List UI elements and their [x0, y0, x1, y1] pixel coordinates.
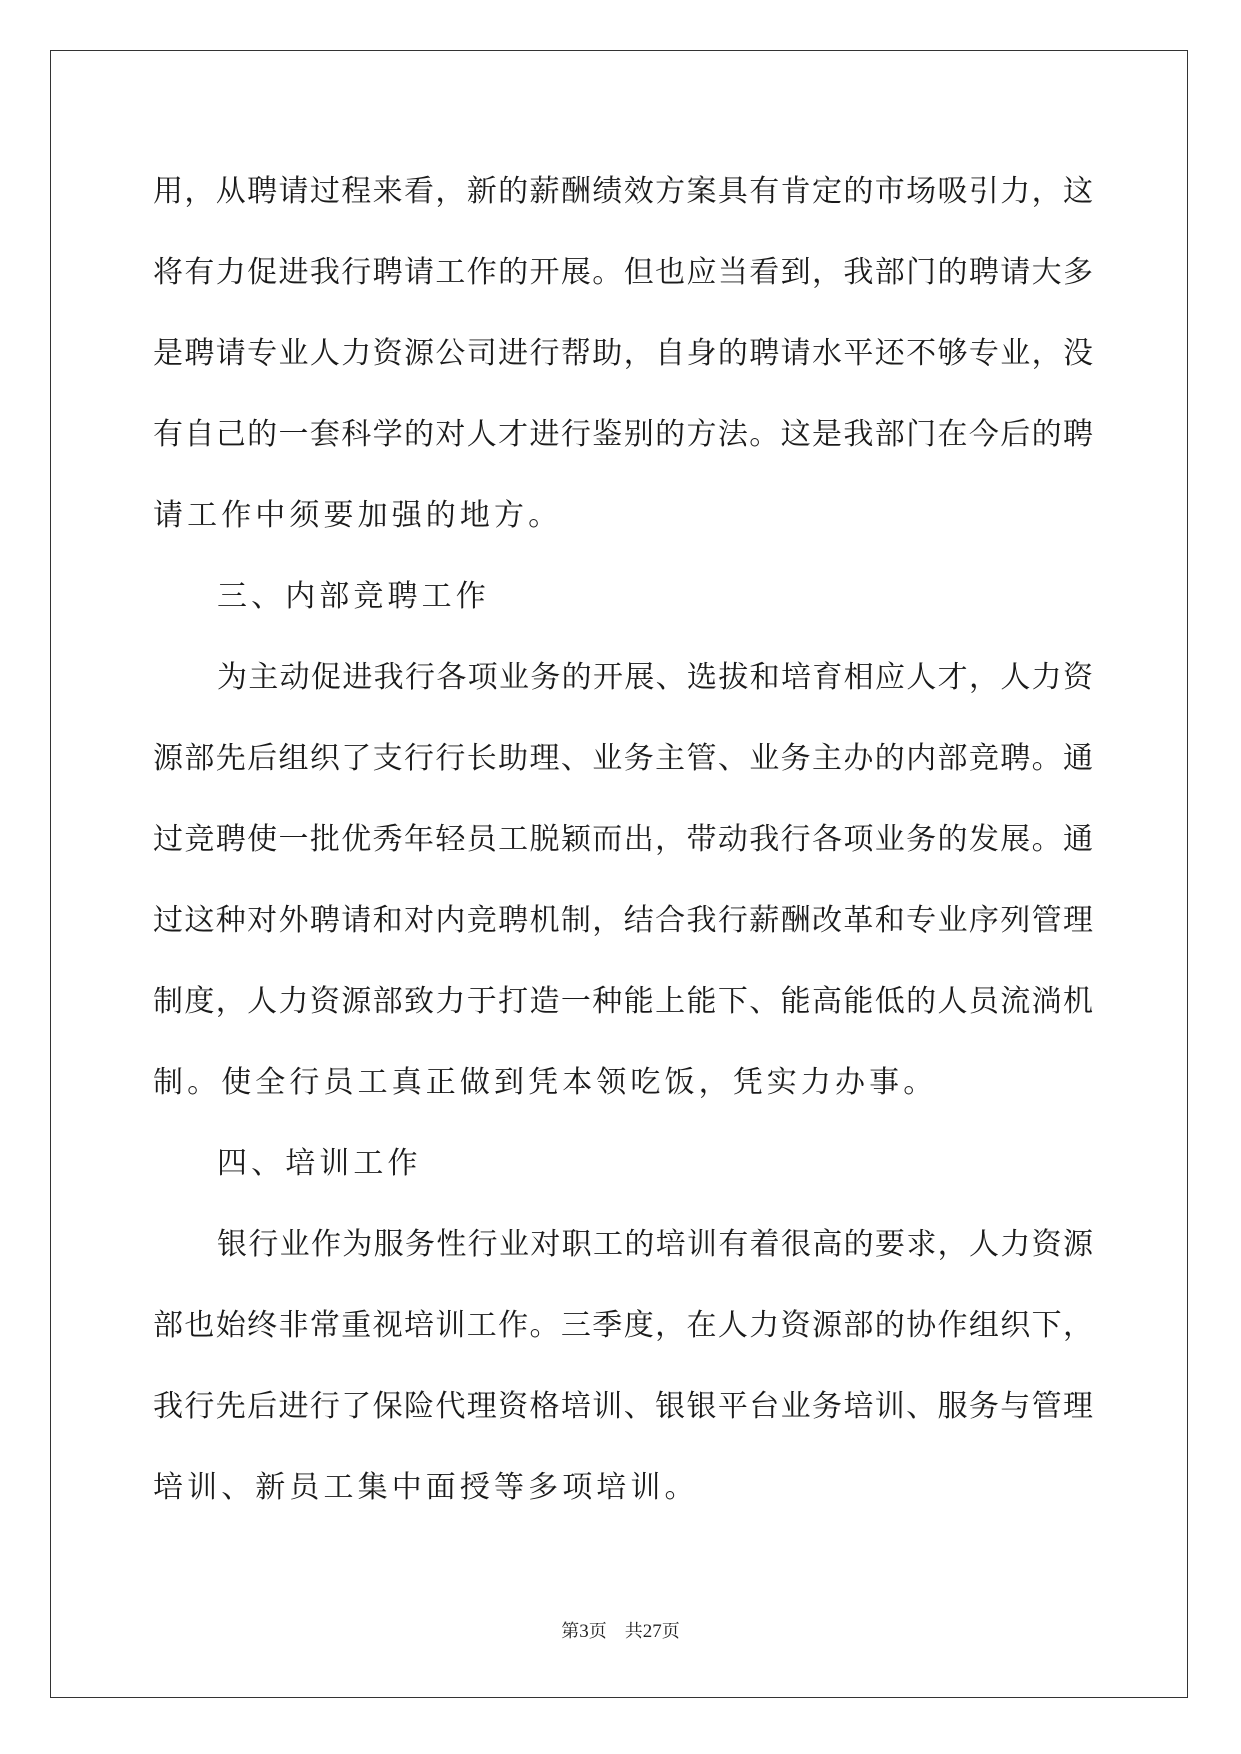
document-body: [153, 162, 1093, 1539]
section-heading: 三、内部竞聘工作: [217, 579, 490, 614]
total-prefix: 共: [624, 1621, 643, 1642]
body-text-line: 培训、新员工集中面授等多项培训。: [153, 1470, 699, 1505]
page-number: 3: [579, 1621, 589, 1642]
body-text-line: 制。使全行员工真正做到凭本领吃饭，凭实力办事。: [153, 1065, 938, 1100]
section-heading: 四、培训工作: [217, 1146, 422, 1181]
body-text-line: 我行先后进行了保险代理资格培训、银银平台业务培训、服务与管理: [153, 1389, 1093, 1424]
page-prefix: 第: [561, 1621, 580, 1642]
body-text-line: 用，从聘请过程来看，新的薪酬绩效方案具有肯定的市场吸引力，这: [153, 174, 1093, 209]
body-text-line: 银行业作为服务性行业对职工的培训有着很高的要求，人力资源: [217, 1227, 1093, 1262]
body-text-line: 源部先后组织了支行行长助理、业务主管、业务主办的内部竞聘。通: [153, 741, 1093, 776]
page-unit: 页: [588, 1621, 607, 1642]
body-text-line: 请工作中须要加强的地方。: [153, 498, 563, 533]
body-text-line: 过竞聘使一批优秀年轻员工脱颖而出，带动我行各项业务的发展。通: [153, 822, 1093, 857]
body-text-line: 部也始终非常重视培训工作。三季度，在人力资源部的协作组织下，: [153, 1308, 1093, 1343]
body-text-line: 过这种对外聘请和对内竞聘机制，结合我行薪酬改革和专业序列管理: [153, 903, 1093, 938]
body-text-line: 制度，人力资源部致力于打造一种能上能下、能高能低的人员流淌机: [153, 984, 1093, 1019]
body-text-line: 有自己的一套科学的对人才进行鉴别的方法。这是我部门在今后的聘: [153, 417, 1093, 452]
body-text-line: 是聘请专业人力资源公司进行帮助，自身的聘请水平还不够专业，没: [153, 336, 1093, 371]
total-pages: 27: [642, 1621, 662, 1642]
body-text-line: 将有力促进我行聘请工作的开展。但也应当看到，我部门的聘请大多: [153, 255, 1093, 290]
total-unit: 页: [661, 1621, 680, 1642]
page-footer: [0, 1620, 1241, 1644]
body-text-line: 为主动促进我行各项业务的开展、选拔和培育相应人才，人力资: [217, 660, 1093, 695]
